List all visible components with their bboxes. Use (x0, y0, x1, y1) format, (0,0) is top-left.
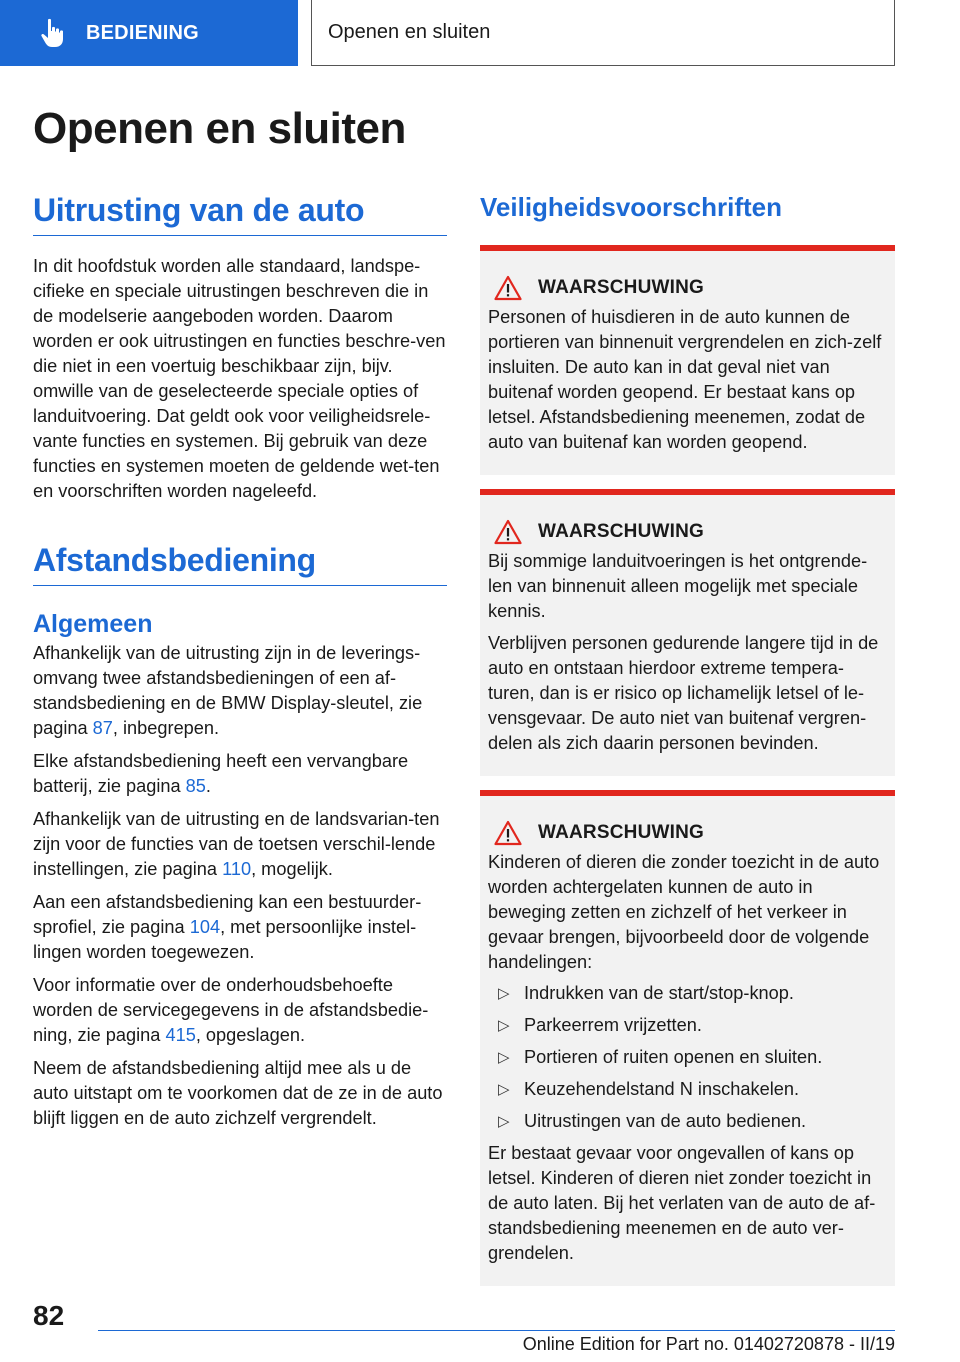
heading-remote-control: Afstandsbediening (33, 542, 447, 586)
section-tab[interactable] (0, 0, 298, 66)
page-link-415[interactable]: 415 (165, 1025, 196, 1045)
warning-3-text-2: Er bestaat gevaar voor ongevallen of kans op letsel. Kinderen of dieren niet zonder toezicht in de auto laten. Bij het verlaten van de auto de af-standsbediening meenemen en de auto ver-grendelen. (488, 1143, 876, 1263)
list-item: ▷ Portieren of ruiten openen en sluiten. (488, 1045, 887, 1070)
warning-triangle-icon (494, 519, 522, 545)
page-link-87[interactable]: 87 (92, 718, 113, 738)
warning-box-2 (480, 489, 895, 776)
warning-3-bullet-list (488, 981, 887, 1134)
list-item: ▷ Keuzehendelstand N inschakelen. (488, 1077, 887, 1102)
warning-box-1 (480, 245, 895, 475)
warning-box-3 (480, 790, 895, 1286)
paragraph-button-settings: Afhankelijk van de uitrusting en de landsvarian-ten zijn voor de functies van de toetsen verschil-lende instellingen, zie pagina 110, mogelijk. (33, 809, 440, 879)
warning-label: WAARSCHUWING (538, 822, 704, 843)
page-link-85[interactable]: 85 (185, 776, 206, 796)
list-item: ▷ Indrukken van de start/stop-knop. (488, 981, 887, 1006)
section-label: BEDIENING (86, 21, 199, 44)
bullet-triangle-icon: ▷ (498, 985, 510, 1002)
page-title: Openen en sluiten (33, 104, 406, 153)
heading-general: Algemeen (33, 610, 153, 638)
chapter-title: Openen en sluiten (311, 0, 895, 66)
warning-3-text-1: Kinderen of dieren die zonder toezicht in de auto worden achtergelaten kunnen de auto in beweging zetten en zichzelf of het verkeer in gevaar brengen, bijvoorbeeld door de volgende handelingen: (488, 852, 880, 972)
warning-2-text-1: Bij sommige landuitvoeringen is het ontgrende-len van binnenuit alleen mogelijk met speciale kennis. (488, 551, 868, 621)
warning-1-text: Personen of huisdieren in de auto kunnen de portieren van binnenuit vergrendelen en zich-zelf insluiten. De auto kan in dat geval niet van buitenaf worden geopend. Er bestaat kans op letsel. Afstandsbediening meenemen, zodat de auto van buitenaf kan worden geopend. (488, 307, 882, 452)
hand-pointer-icon (32, 13, 72, 53)
left-column (33, 192, 447, 1131)
page-header (0, 0, 960, 66)
bullet-triangle-icon: ▷ (498, 1049, 510, 1066)
right-column (480, 192, 895, 1286)
page-link-104[interactable]: 104 (189, 917, 221, 937)
list-item: ▷ Parkeerrem vrijzetten. (488, 1013, 887, 1038)
warning-label: WAARSCHUWING (538, 521, 704, 542)
warning-label: WAARSCHUWING (538, 277, 704, 298)
paragraph-battery: Elke afstandsbediening heeft een vervangbare batterij, zie pagina 85. (33, 751, 409, 796)
page-number: 82 (33, 1300, 65, 1331)
paragraph-equipment: In dit hoofdstuk worden alle standaard, landspe-cifieke en speciale uitrustingen beschreven die in de modelserie aangeboden worden. Daarom worden er ook uitrustingen en functies beschre-ven die niet in een voertuig beschikbaar zijn, bijv. omwille van de geselecteerde speciale opties of landuitvoering. Dat geldt ook voor veiligheidsrele-vante functies en systemen. Bij gebruik van deze functies en systemen moeten de geldende wet-ten en voorschriften worden nageleefd. (33, 256, 446, 501)
bullet-triangle-icon: ▷ (498, 1113, 510, 1130)
list-item: ▷ Uitrustingen van de auto bedienen. (488, 1109, 887, 1134)
heading-equipment: Uitrusting van de auto (33, 192, 447, 236)
heading-safety: Veiligheidsvoorschriften (480, 192, 782, 222)
paragraph-service-data: Voor informatie over de onderhoudsbehoefte worden de servicegegevens in de afstandsbedie-ning, zie pagina 415, opgeslagen. (33, 975, 429, 1045)
bullet-triangle-icon: ▷ (498, 1081, 510, 1098)
warning-2-text-2: Verblijven personen gedurende langere tijd in de auto en ontstaan hierdoor extreme tempera-turen, dan is er risico op lichamelijk letsel of le-vensgevaar. De auto niet van buitenaf vergren-delen als zich daarin personen bevinden. (488, 633, 879, 753)
warning-triangle-icon (494, 820, 522, 846)
page-link-110[interactable]: 110 (222, 859, 252, 879)
paragraph-driver-profile: Aan een afstandsbediening kan een bestuurder-sprofiel, zie pagina 104, met persoonlijke instel-lingen worden toegewezen. (33, 892, 422, 962)
bullet-triangle-icon: ▷ (498, 1017, 510, 1034)
footer-edition: Online Edition for Part no. 01402720878 - II/19 (522, 1334, 895, 1354)
paragraph-take-remote: Neem de afstandsbediening altijd mee als u de auto uitstapt om te voorkomen dat de ze in de auto blijft liggen en de auto zichzelf vergrendelt. (33, 1058, 443, 1128)
footer-divider (98, 1330, 895, 1331)
paragraph-delivery-scope: Afhankelijk van de uitrusting zijn in de leverings-omvang twee afstandsbedieningen of een af-standsbediening en de BMW Display-sleutel, zie pagina 87, inbegrepen. (33, 643, 423, 738)
warning-triangle-icon (494, 275, 522, 301)
